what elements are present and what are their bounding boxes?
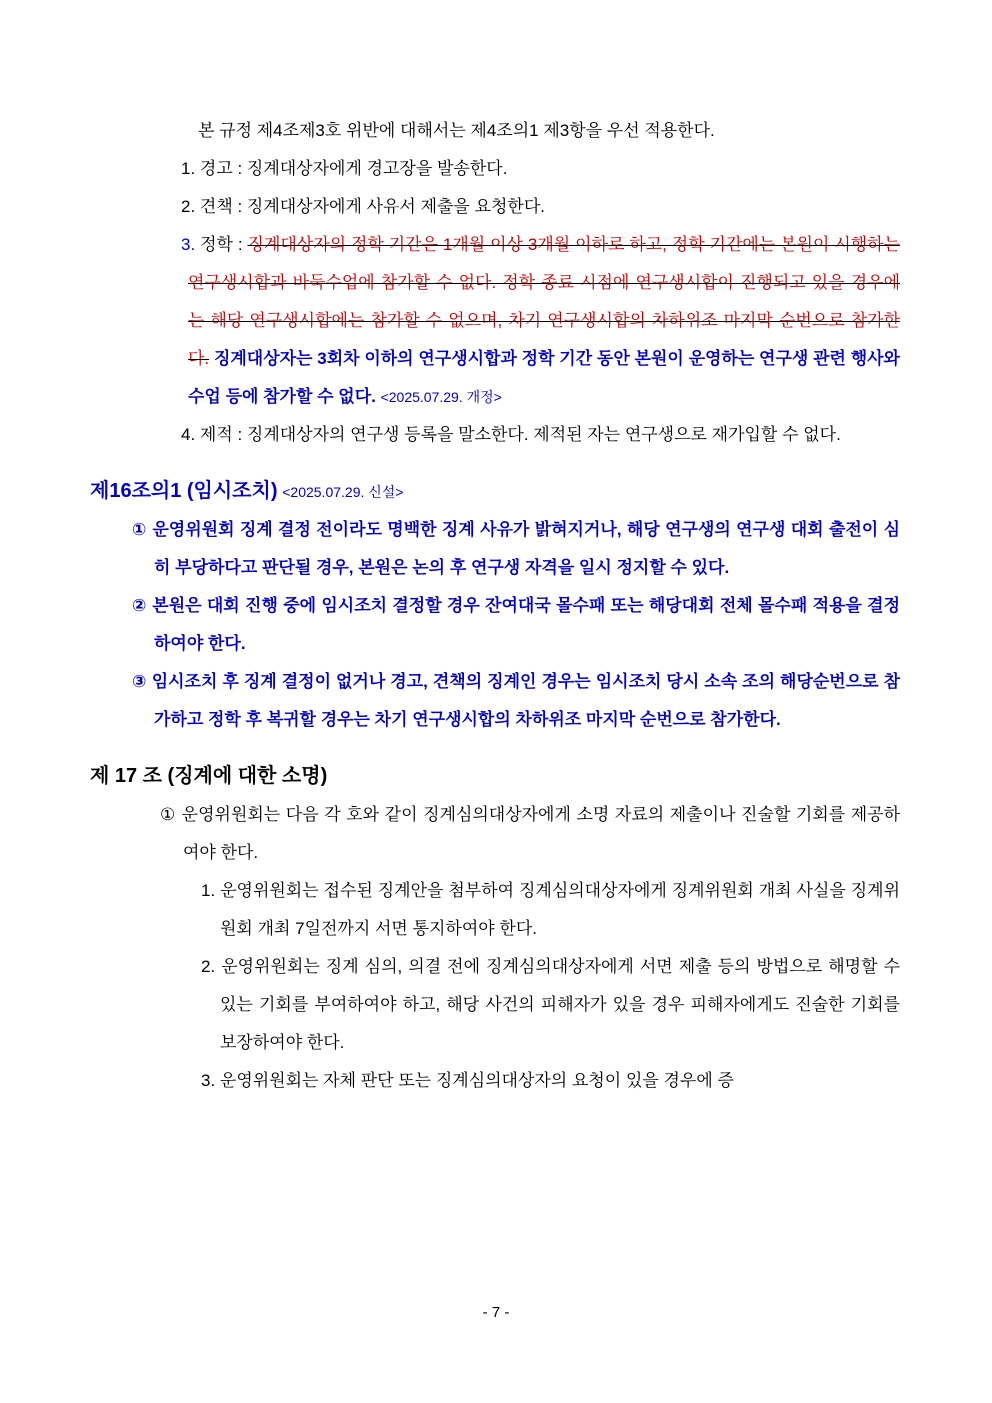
section-header — [90, 472, 900, 511]
deleted-text: 징계대상자의 정학 기간은 1개월 이상 3개월 이하로 하고, 정학 기간에는 본원이 시행하는 연구생시합과 바둑수업에 참가할 수 없다. 정학 종료 시점에 연구생시합이 진행되고 있을 경우에는 해당 연구생시합에는 참가할 수 없으며, 차기 연구생시합의 차하위조 마지막 순번으로 참가한다. — [188, 235, 901, 368]
interim-measure-item — [90, 587, 900, 663]
text-segment: 정학 : — [200, 235, 248, 254]
text-segment: 1. 운영위원회는 접수된 징계안을 첨부하여 징계심의대상자에게 징계위원회 개최 사실을 징계위원회 개최 7일전까지 서면 통지하여야 한다. — [201, 881, 900, 938]
text-segment: 1. 경고 : 징계대상자에게 경고장을 발송한다. — [181, 159, 508, 178]
revision-note: <2025.07.29. 신설> — [282, 484, 404, 500]
sub-list-item — [90, 948, 900, 1062]
document-body — [90, 112, 900, 1100]
header-text: 제 17 조 (징계에 대한 소명) — [90, 765, 328, 787]
amended-text: 징계대상자는 3회차 이하의 연구생시합과 정학 기간 동안 본원이 운영하는 연구생 관련 행사와 수업 등에 참가할 수 없다. — [188, 349, 900, 406]
text-segment: 본 규정 제4조제3호 위반에 대해서는 제4조의1 제3항을 우선 적용한다. — [198, 121, 715, 140]
interim-measure-item — [90, 663, 900, 739]
text-segment: 2. 운영위원회는 징계 심의, 의결 전에 징계심의대상자에게 서면 제출 등의 방법으로 해명할 수 있는 기회를 부여하여야 하고, 해당 사건의 피해자가 있을 경우 피해자에게도 진술한 기회를 보장하여야 한다. — [201, 957, 900, 1052]
discipline-list-item — [90, 188, 900, 226]
discipline-list-item — [90, 226, 900, 416]
intro-paragraph — [198, 112, 900, 150]
sub-list-item — [90, 872, 900, 948]
clause-item — [90, 796, 900, 872]
section-header — [90, 757, 900, 796]
interim-measure-item — [90, 511, 900, 587]
item-number: 3. — [181, 235, 201, 254]
text-segment: 2. 견책 : 징계대상자에게 사유서 제출을 요청한다. — [181, 197, 545, 216]
header-text: 제16조의1 (임시조치) — [90, 480, 278, 502]
amended-text: ② 본원은 대회 진행 중에 임시조치 결정할 경우 잔여대국 몰수패 또는 해당대회 전체 몰수패 적용을 결정하여야 한다. — [132, 596, 900, 653]
revision-note: <2025.07.29. 개정> — [380, 389, 502, 405]
amended-text: ③ 임시조치 후 징계 결정이 없거나 경고, 견책의 징계인 경우는 임시조치 당시 소속 조의 해당순번으로 참가하고 정학 후 복귀할 경우는 차기 연구생시합의 차하위조 마지막 순번으로 참가한다. — [132, 672, 900, 729]
discipline-list-item — [90, 416, 900, 454]
text-segment: ① 운영위원회는 다음 각 호와 같이 징계심의대상자에게 소명 자료의 제출이나 진술할 기회를 제공하여야 한다. — [160, 805, 900, 862]
sub-list-item — [90, 1062, 900, 1100]
page-number: - 7 - — [482, 1304, 510, 1321]
amended-text: ① 운영위원회 징계 결정 전이라도 명백한 징계 사유가 밝혀지거나, 해당 연구생의 연구생 대회 출전이 심히 부당하다고 판단될 경우, 본원은 논의 후 연구생 자격을 일시 정지할 수 있다. — [132, 520, 900, 577]
discipline-list-item — [90, 150, 900, 188]
text-segment: 3. 운영위원회는 자체 판단 또는 징계심의대상자의 요청이 있을 경우에 증 — [201, 1071, 734, 1090]
text-segment: 4. 제적 : 징계대상자의 연구생 등록을 말소한다. 제적된 자는 연구생으로 재가입할 수 없다. — [181, 425, 841, 444]
